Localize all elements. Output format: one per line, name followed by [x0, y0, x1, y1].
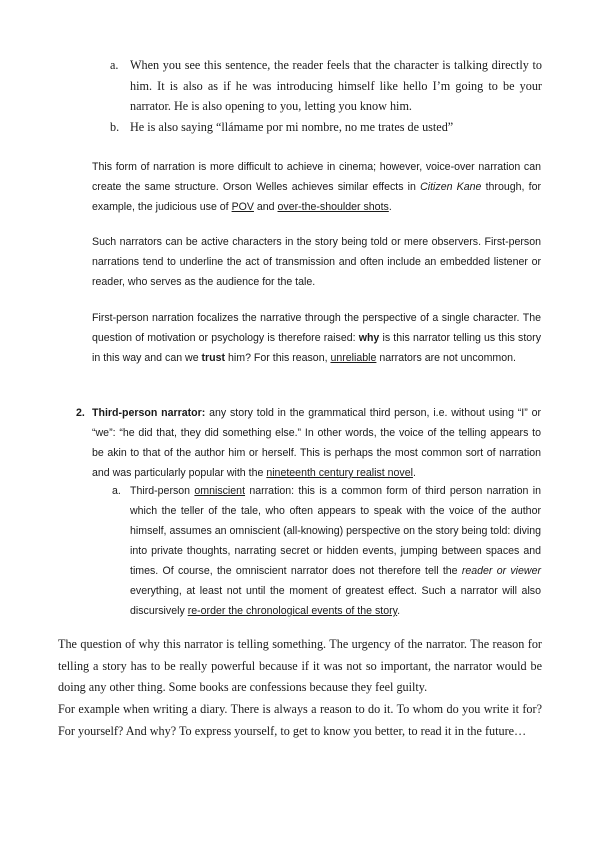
paragraph-cinema: This form of narration is more difficult to achieve in cinema; however, voice-over narration can create the same structure. Orson Welles achieves similar effects in Citizen Kane through, for example, the judicious use of POV and over-the-shoulder shots.: [92, 161, 542, 213]
list-marker-omniscient: a.: [112, 485, 121, 497]
paragraph-closing-2: For example when writing a diary. There is always a reason to do it. To whom do you write it for? For yourself? And why? To express yourself, to get to know you better, to read it in the future…: [58, 702, 542, 738]
emphasis-reader: reader or viewer: [461, 565, 541, 577]
link-reorder-events[interactable]: re-order the chronological events of the story: [187, 605, 398, 617]
emphasis-trust: trust: [201, 352, 226, 364]
emphasis-why: why: [358, 332, 380, 344]
item-heading: Third-person narrator:: [92, 407, 206, 419]
link-pov[interactable]: POV: [231, 201, 254, 213]
list-item-omniscient: Third-person omniscient narration: this is a common form of third person narration in which the teller of the tale, who often appears to speak with the voice of the author himself, assumes an omniscient (all-knowing) perspective on the story being told: diving into private thoughts, narrating secret or hidden events, jumping between spaces and times. Of course, the omniscient narrator does not therefore tell the reader or viewer everything, at least not until the moment of greatest effect. Such a narrator will also discursively re-order the chronological events of the story.: [130, 485, 541, 617]
paragraph-closing-1: The question of why this narrator is telling something. The urgency of the narrator. The reason for telling a story has to be really powerful because if it was not so important, the narrator would be doing any other thing. Some books are confessions because they feel guilty.: [58, 637, 542, 694]
list-item-b: He is also saying “llámame por mi nombre, no me trates de usted”: [130, 120, 454, 134]
link-omniscient[interactable]: omniscient: [194, 485, 246, 497]
paragraph-focalize: First-person narration focalizes the narrative through the perspective of a single character. The question of motivation or psychology is therefore raised: why is this narrator telling us this story in this way and can we trust him? For this reason, unreliable narrators are not uncommon.: [92, 312, 541, 364]
list-marker-a: a.: [110, 58, 119, 72]
paragraph-narrators: Such narrators can be active characters in the story being told or mere observers. First-person narrations tend to underline the act of transmission and often include an embedded listener or reader, who serves as the audience for the tale.: [92, 236, 541, 288]
list-marker-b: b.: [110, 120, 120, 134]
list-number-2: 2.: [76, 407, 85, 419]
link-over-the-shoulder-shots[interactable]: over-the-shoulder shots: [277, 201, 389, 213]
link-realist-novel[interactable]: nineteenth century realist novel: [266, 467, 413, 479]
list-item-third-person: Third-person narrator: any story told in the grammatical third person, i.e. without using “I” or “we”: “he did that, they did something else.” In other words, the voice of the telling appears to be akin to that of the author him or herself. This is perhaps the most common sort of narration and was particularly popular with the nineteenth century realist novel.: [92, 407, 541, 479]
film-title: Citizen Kane: [420, 181, 482, 193]
list-item-a: When you see this sentence, the reader feels that the character is talking directly to him. It is also as if he was introducing himself like hello I’m going to be your narrator. He is also opening to you, letting you know him.: [130, 58, 542, 113]
link-unreliable[interactable]: unreliable: [330, 352, 377, 364]
